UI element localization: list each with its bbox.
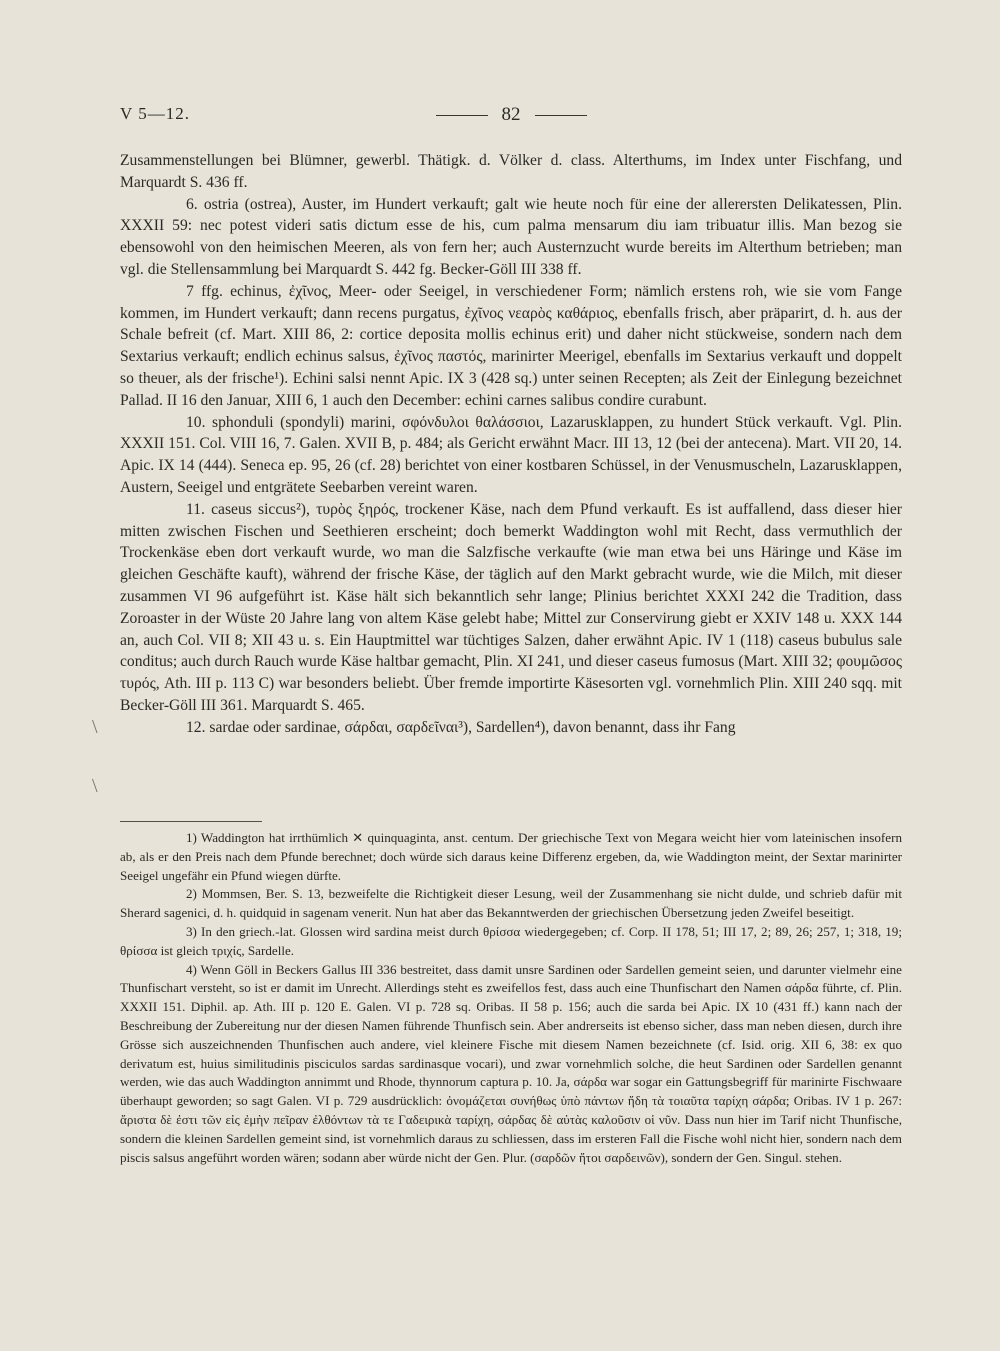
page-number-block (120, 104, 902, 126)
body-paragraph: Zusammenstellungen bei Blümner, gewerbl. Thätigk. d. Völker d. class. Alterthums, im Index unter Fischfang, und Marquardt S. 436 ff. (120, 152, 902, 191)
body-paragraph: 10. sphonduli (spondyli) marini, σφόνδυλοι θαλάσσιοι, Lazarusklappen, zu hundert Stück verkauft. Vgl. Plin. XXXII 151. Col. VIII 16, 7. Galen. XVII B, p. 484; als Gericht erwähnt Macr. III 13, 12 (bei der antecena). Mart. VII 20, 14. Apic. IX 14 (444). Seneca ep. 95, 26 (cf. 28) berichtet von einer kostbaren Schüssel, in der Venusmuscheln, Lazarusklappen, Austern, Seeigel und entgrätete Seebarben vereint waren. (120, 413, 902, 496)
body-paragraph: 7 ffg. echinus, ἐχῖνος, Meer- oder Seeigel, in verschiedener Form; nämlich erstens roh, wie sie vom Fange kommen, im Hundert verkauft; dann recens purgatus, ἐχῖνος νεαρὸς καθάριος, ebenfalls frisch, aber präparirt, d. h. aus der Schale befreit (cf. Mart. XIII 86, 2: cortice deposita mollis echinus erit) und daher nicht stückweise, sondern nach dem Sextarius verkauft; endlich echinus salsus, ἐχῖνος παστός, marinirter Meerigel, ebenfalls im Sextarius verkauft und doppelt so theuer, als der frische¹). Echini salsi nennt Apic. IX 3 (428 sq.) unter seinen Recepten; als Zeit der Einlegung bezeichnet Pallad. II 16 den Januar, XIII 6, 1 auch den December: echini carnes salibus condire curabunt. (120, 282, 902, 409)
body-paragraph: 12. sardae oder sardinae, σάρδαι, σαρδεῖναι³), Sardellen⁴), davon benannt, dass ihr Fang (186, 718, 736, 736)
footnote-divider (120, 821, 262, 822)
footnote: 4) Wenn Göll in Beckers Gallus III 336 bestreitet, dass damit unsre Sardinen oder Sardellen gemeint seien, und darunter vielmehr eine Thunfischart versteht, so ist er damit im Unrecht. Allerdings steht es zweifellos fest, dass auch eine Thunfischart den Namen σάρδα führte, cf. Plin. XXXII 151. Diphil. ap. Ath. III p. 120 E. Galen. VI p. 728 sq. Oribas. II 58 p. 156; auch die sarda bei Apic. IX 10 (431 ff.) kann nach der Beschreibung der Zubereitung nur der diesen Namen führende Thunfisch sein. Aber andrerseits ist ebenso sicher, dass man neben diesen, durch ihre Grösse sich auszeichnenden Thunfischen auch andere, viel kleinere Fische mit diesem Namen bezeichnete (cf. Isid. orig. XII 6, 38: ex quo derivatum est, huius similitudinis pisciculos sardas sardinasque vocari), und zwar vornehmlich solche, die heut Sardinen oder Sardellen genannt werden, wie das auch Waddington annimmt und Rhode, thynnorum captura p. 10. Ja, σάρδα war sogar ein Gattungsbegriff für marinirte Fischwaare überhaupt geworden; so sagt Galen. VI p. 729 ausdrücklich: ὀνομάζεται συνήθως ὑπὸ πάντων ἤδη τὰ τοιαῦτα ταρίχη σάρδα; Oribas. IV 1 p. 267: ἄριστα δὲ ἐστι τῶν εἰς ἐμὴν πεῖραν ἐλθόντων τὰ τε Γαδειρικὰ ταρίχη, σάρδας δὲ αὐτὰς καλοῦσιν οἱ νῦν. Dass nun hier im Tarif nicht Thunfische, sondern die kleinen Sardellen gemeint sind, ist vornehmlich daraus zu schliessen, dass im ersteren Fall die Fische wohl nicht hier, sondern nach dem piscis salsus angeführt worden wären; sodann aber würde nicht der Gen. Plur. (σαρδῶν ἤτοι σαρδεινῶν), sondern der Gen. Singul. stehen. (120, 961, 902, 1165)
body-paragraph: 6. ostria (ostrea), Auster, im Hundert verkauft; galt wie heute noch für eine der allerersten Delikatessen, Plin. XXXII 59: nec potest videri satis dictum esse de his, cum palma mensarum diu iam tribuatur illis. Man bezog sie ebensowohl von den heimischen Meeren, als von fern her; auch Austernzucht wurde bereits im Alterthum betrieben; man vgl. die Stellensammlung bei Marquardt S. 442 fg. Becker-Göll III 338 ff. (120, 195, 902, 278)
header-rule-left (436, 115, 488, 116)
footnote: 2) Mommsen, Ber. S. 13, bezweifelte die Richtigkeit dieser Lesung, weil der Zusammenhang sie nicht dulde, und schrieb dafür mit Sherard sagenici, d. h. quidquid in sagenam venerit. Nun hat aber das Bekanntwerden der griechischen Übersetzung jeden Zweifel beseitigt. (120, 886, 902, 921)
footnote: 3) In den griech.-lat. Glossen wird sardina meist durch θρίσσα wiedergegeben; cf. Corp. II 178, 51; III 17, 2; 89, 26; 257, 1; 318, 19; θρίσσα ist gleich τριχίς, Sardelle. (120, 923, 902, 958)
page-header (120, 104, 902, 128)
header-rule-right (535, 115, 587, 116)
margin-mark: \ (92, 716, 98, 738)
page-number: 82 (501, 104, 521, 125)
main-text (120, 150, 902, 739)
signature-mark: V 5—12. (120, 104, 190, 123)
margin-mark: \ (92, 775, 98, 797)
footnote: 1) Waddington hat irrthümlich ✕ quinquaginta, anst. centum. Der griechische Text von Megara weicht hier vom lateinischen insofern ab, als er den Preis nach dem Pfunde berechnet; doch würde sich daraus keine Differenz ergeben, da, wie Waddington meint, der Sextar marinirter Seeigel ungefähr ein Pfund wiegen dürfte. (120, 830, 902, 883)
body-paragraph: 11. caseus siccus²), τυρὸς ξηρός, trockener Käse, nach dem Pfund verkauft. Es ist auffallend, dass dieser hier mitten zwischen Fischen und Seethieren erscheint; doch bemerkt Waddington wohl mit Recht, dass vermuthlich der Trockenkäse eben dort verkauft wurde, wo man die Salzfische verkaufte (wie man etwa bei uns Häringe und Käse im gleichen Geschäfte kauft), während der frische Käse, der täglich auf den Markt gebracht wurde, wie die Milch, mit dieser zusammen VI 96 aufgeführt ist. Käse hält sich bekanntlich sehr lange; Plinius berichtet XXXI 242 die Tradition, dass Zoroaster in der Wüste 20 Jahre lang von altem Käse gelebt habe; Mittel zur Conservirung giebt er XXIV 148 u. XXX 144 an, auch Col. VII 8; XII 43 u. s. Ein Hauptmittel war tüchtiges Salzen, daher erwähnt Apic. IV 1 (118) caseus bubulus sale conditus; auch durch Rauch wurde Käse haltbar gemacht, Plin. XI 241, und dieser caseus fumosus (Mart. XIII 32; φουμῶσος τυρός, Ath. III p. 113 C) war besonders beliebt. Über fremde importirte Käsesorten vgl. vornehmlich Plin. XIII 240 sqq. mit Becker-Göll III 361. Marquardt S. 465. (120, 500, 902, 714)
footnotes (120, 829, 902, 1167)
